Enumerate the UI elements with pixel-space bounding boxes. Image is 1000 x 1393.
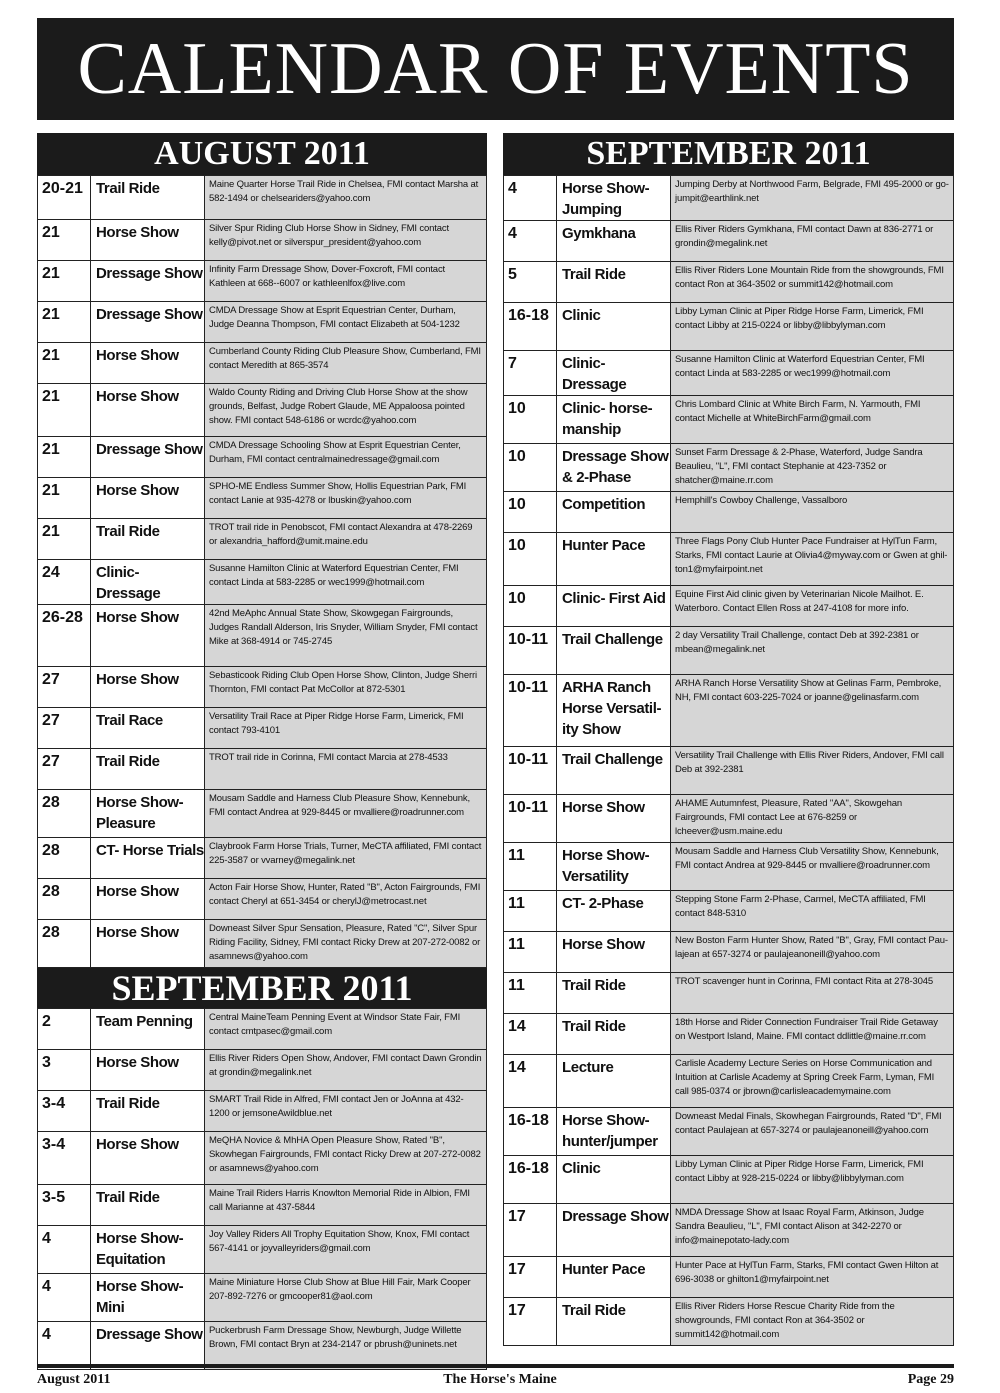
event-row — [504, 1055, 954, 1108]
event-type: Horse Show — [91, 1132, 205, 1185]
event-type: Horse Show- Pleasure — [91, 790, 205, 838]
event-details: Cumberland County Riding Club Pleasure Show, Cumberland, FMI contact Meredith at 865-3574 — [205, 343, 487, 384]
event-row — [38, 879, 487, 920]
august-heading: AUGUST 2011 — [37, 133, 487, 175]
event-type: Dressage Show — [91, 1322, 205, 1370]
event-row — [38, 478, 487, 519]
event-details: SPHO-ME Endless Summer Show, Hollis Equestrian Park, FMI contact Lanie at 935-4278 or lbuskin@yahoo.com — [205, 478, 487, 519]
event-details: MeQHA Novice & MhHA Open Pleasure Show, Rated "B", Skowhegan Fairgrounds, FMI contact Ricky Drew at 207-272-0082 or asamnews@yahoo.com — [205, 1132, 487, 1185]
event-row — [504, 1108, 954, 1156]
event-row — [504, 444, 954, 492]
event-type: Dressage Show & 2-Phase — [557, 444, 671, 492]
event-date: 20-21 — [38, 176, 91, 220]
event-row — [38, 560, 487, 605]
event-details: Chris Lombard Clinic at White Birch Farm, N. Yarmouth, FMI contact Michelle at WhiteBirchFarm@gmail.com — [671, 396, 954, 444]
event-date: 17 — [504, 1204, 557, 1257]
event-type: Clinic — [557, 303, 671, 351]
event-row — [38, 605, 487, 667]
event-row — [504, 586, 954, 627]
event-details: Mousam Saddle and Harness Club Pleasure Show, Kennebunk, FMI contact Andrea at 929-8445 or mvalliere@roadrunner.com — [205, 790, 487, 838]
event-type: Trail Ride — [557, 1014, 671, 1055]
event-date: 11 — [504, 891, 557, 932]
event-type: Horse Show- Equitation — [91, 1226, 205, 1274]
event-date: 4 — [504, 221, 557, 262]
event-details: NMDA Dressage Show at Isaac Royal Farm, Atkinson, Judge Sandra Beaulieu, "L", FMI contact Alison at 342-2270 or info@mainepotato-lady.com — [671, 1204, 954, 1257]
event-date: 7 — [504, 351, 557, 396]
event-date: 3-4 — [38, 1132, 91, 1185]
event-date: 21 — [38, 220, 91, 261]
event-row — [504, 1298, 954, 1346]
event-date: 10-11 — [504, 795, 557, 843]
event-row — [504, 932, 954, 973]
event-row — [504, 492, 954, 533]
event-row — [38, 667, 487, 708]
event-type: Trail Ride — [91, 519, 205, 560]
event-type: Horse Show- hunter/jumper — [557, 1108, 671, 1156]
event-date: 10 — [504, 492, 557, 533]
event-type: Horse Show — [91, 220, 205, 261]
event-details: Ellis River Riders Horse Rescue Charity Ride from the showgrounds, FMI contact Ron at 364-3502 or summit142@hotmail.com — [671, 1298, 954, 1346]
event-row — [38, 838, 487, 879]
event-type: Horse Show — [91, 384, 205, 437]
event-date: 27 — [38, 667, 91, 708]
event-type: Clinic — [557, 1156, 671, 1204]
event-type: Horse Show — [91, 478, 205, 519]
event-row — [504, 675, 954, 747]
event-date: 4 — [504, 176, 557, 221]
event-date: 26-28 — [38, 605, 91, 667]
event-date: 27 — [38, 708, 91, 749]
event-row — [38, 1226, 487, 1274]
event-date: 21 — [38, 261, 91, 302]
event-row — [504, 303, 954, 351]
event-type: Dressage Show — [91, 302, 205, 343]
event-details: 18th Horse and Rider Connection Fundraiser Trail Ride Getaway on Westport Island, Maine. FMI contact ddlittle@maine.rr.com — [671, 1014, 954, 1055]
event-details: Hemphill's Cowboy Challenge, Vassalboro — [671, 492, 954, 533]
event-row — [504, 891, 954, 932]
event-row — [38, 176, 487, 220]
event-details: Mousam Saddle and Harness Club Versatility Show, Kennebunk, FMI contact Andrea at 929-8445 or mvalliere@roadrunner.com — [671, 843, 954, 891]
event-row — [504, 1257, 954, 1298]
event-date: 2 — [38, 1009, 91, 1050]
event-type: Trail Ride — [91, 749, 205, 790]
event-details: Versatility Trail Race at Piper Ridge Horse Farm, Limerick, FMI contact 793-4101 — [205, 708, 487, 749]
event-type: Horse Show — [91, 1050, 205, 1091]
event-row — [38, 437, 487, 478]
event-date: 17 — [504, 1298, 557, 1346]
event-details: Puckerbrush Farm Dressage Show, Newburgh, Judge Willette Brown, FMI contact Bryn at 234-2147 or pbrush@uninets.net — [205, 1322, 487, 1370]
event-date: 28 — [38, 790, 91, 838]
event-date: 27 — [38, 749, 91, 790]
event-row — [38, 749, 487, 790]
event-date: 17 — [504, 1257, 557, 1298]
event-date: 4 — [38, 1322, 91, 1370]
event-date: 4 — [38, 1226, 91, 1274]
event-type: Trail Ride — [557, 973, 671, 1014]
event-date: 3 — [38, 1050, 91, 1091]
event-date: 28 — [38, 879, 91, 920]
event-type: Trail Race — [91, 708, 205, 749]
event-details: TROT trail ride in Corinna, FMI contact Marcia at 278-4533 — [205, 749, 487, 790]
event-row — [38, 384, 487, 437]
event-details: SMART Trail Ride in Alfred, FMI contact Jen or JoAnna at 432-1200 or jemsoneAwildblue.net — [205, 1091, 487, 1132]
footer-publication: The Horse's Maine — [443, 1372, 557, 1387]
event-type: Clinic- horse-manship — [557, 396, 671, 444]
event-row — [504, 533, 954, 586]
event-row — [38, 1091, 487, 1132]
event-details: Sunset Farm Dressage & 2-Phase, Waterford, Judge Sandra Beaulieu, "L", FMI contact Stephanie at 423-7352 or shatcher@maine.rr.com — [671, 444, 954, 492]
september-heading-left: SEPTEMBER 2011 — [37, 968, 487, 1008]
event-row — [504, 351, 954, 396]
event-date: 16-18 — [504, 1108, 557, 1156]
event-row — [504, 1204, 954, 1257]
september-events-table-right — [503, 175, 954, 1346]
event-details: Downeast Silver Spur Sensation, Pleasure, Rated "C", Silver Spur Riding Facility, Sidney, FMI contact Ricky Drew at 207-272-0082 or asamnews@yahoo.com — [205, 920, 487, 968]
event-details: Sebasticook Riding Club Open Horse Show, Clinton, Judge Sherri Thornton, FMI contact Pat McCollor at 872-5301 — [205, 667, 487, 708]
event-date: 24 — [38, 560, 91, 605]
event-date: 21 — [38, 519, 91, 560]
event-details: Infinity Farm Dressage Show, Dover-Foxcroft, FMI contact Kathleen at 668--6007 or kathleenlfox@live.com — [205, 261, 487, 302]
event-details: 42nd MeAphc Annual State Show, Skowgegan Fairgrounds, Judges Randall Alderson, Iris Snyder, William Snyder, FMI contact Mike at 368-4914 or 745-2745 — [205, 605, 487, 667]
event-type: CT- 2-Phase — [557, 891, 671, 932]
event-row — [504, 973, 954, 1014]
event-details: Equine First Aid clinic given by Veterinarian Nicole Mailhot. E. Waterboro. Contact Ellen Ross at 247-4108 for more info. — [671, 586, 954, 627]
event-details: Silver Spur Riding Club Horse Show in Sidney, FMI contact kelly@pivot.net or silverspur_president@yahoo.com — [205, 220, 487, 261]
event-type: Clinic- Dressage — [91, 560, 205, 605]
event-row — [504, 262, 954, 303]
event-date: 16-18 — [504, 303, 557, 351]
event-details: Three Flags Pony Club Hunter Pace Fundraiser at HylTun Farm, Starks, FMI contact Laurie at Olivia4@myway.com or Gwen at ghil-ton1@myfairpoint.net — [671, 533, 954, 586]
left-column — [37, 133, 487, 1370]
event-row — [504, 396, 954, 444]
august-events-table — [37, 175, 487, 968]
event-details: Carlisle Academy Lecture Series on Horse Communication and Intuition at Carlisle Academy at Spring Creek Farm, Lyman, FMI call 985-0374 or jbrown@carlisleacademymaine.com — [671, 1055, 954, 1108]
event-type: Dressage Show — [91, 261, 205, 302]
event-type: Trail Ride — [557, 262, 671, 303]
event-details: Claybrook Farm Horse Trials, Turner, MeCTA affiliated, FMI contact 225-3587 or vvarney@megalink.net — [205, 838, 487, 879]
event-row — [504, 843, 954, 891]
event-type: Horse Show — [91, 343, 205, 384]
event-date: 21 — [38, 302, 91, 343]
event-details: New Boston Farm Hunter Show, Rated "B", Gray, FMI contact Pau-lajean at 657-3274 or paulajeanoneill@yahoo.com — [671, 932, 954, 973]
event-details: Ellis River Riders Lone Mountain Ride from the showgrounds, FMI contact Ron at 364-3502 or summit142@hotmail.com — [671, 262, 954, 303]
event-row — [504, 627, 954, 675]
event-row — [38, 1322, 487, 1370]
event-row — [38, 1185, 487, 1226]
event-date: 21 — [38, 478, 91, 519]
event-details: Versatility Trail Challenge with Ellis River Riders, Andover, FMI call Deb at 392-2381 — [671, 747, 954, 795]
event-details: Central MaineTeam Penning Event at Windsor State Fair, FMI contact cmtpasec@gmail.com — [205, 1009, 487, 1050]
september-events-table-left — [37, 1008, 487, 1370]
page-title: CALENDAR OF EVENTS — [37, 18, 954, 120]
event-details: TROT scavenger hunt in Corinna, FMI contact Rita at 278-3045 — [671, 973, 954, 1014]
event-details: Ellis River Riders Gymkhana, FMI contact Dawn at 836-2771 or grondin@megalink.net — [671, 221, 954, 262]
event-date: 16-18 — [504, 1156, 557, 1204]
event-type: Trail Challenge — [557, 627, 671, 675]
event-date: 10 — [504, 533, 557, 586]
event-type: Hunter Pace — [557, 533, 671, 586]
event-details: Acton Fair Horse Show, Hunter, Rated "B", Acton Fairgrounds, FMI contact Cheryl at 651-3454 or cherylJ@metrocast.net — [205, 879, 487, 920]
event-row — [38, 261, 487, 302]
event-details: CMDA Dressage Schooling Show at Esprit Equestrian Center, Durham, FMI contact centralmainedressage@gmail.com — [205, 437, 487, 478]
event-details: Maine Trail Riders Harris Knowlton Memorial Ride in Albion, FMI call Marianne at 437-5844 — [205, 1185, 487, 1226]
event-type: Trail Ride — [91, 1185, 205, 1226]
event-details: AHAME Autumnfest, Pleasure, Rated "AA", Skowgehan Fairgrounds, FMI contact Lee at 676-8259 or lcheever@usm.maine.edu — [671, 795, 954, 843]
event-date: 14 — [504, 1055, 557, 1108]
event-row — [38, 1274, 487, 1322]
event-date: 10-11 — [504, 747, 557, 795]
event-details: Maine Miniature Horse Club Show at Blue Hill Fair, Mark Cooper 207-892-7276 or gmcooper81@aol.com — [205, 1274, 487, 1322]
event-row — [38, 519, 487, 560]
event-type: Trail Challenge — [557, 747, 671, 795]
event-type: Horse Show — [91, 667, 205, 708]
event-date: 28 — [38, 920, 91, 968]
event-date: 10 — [504, 444, 557, 492]
event-row — [504, 176, 954, 221]
event-type: Horse Show- Versatility — [557, 843, 671, 891]
event-type: Trail Ride — [557, 1298, 671, 1346]
event-row — [38, 1132, 487, 1185]
event-type: Competition — [557, 492, 671, 533]
event-type: Clinic- First Aid — [557, 586, 671, 627]
september-heading-right: SEPTEMBER 2011 — [503, 133, 954, 175]
event-row — [38, 920, 487, 968]
event-details: Susanne Hamilton Clinic at Waterford Equestrian Center, FMI contact Linda at 583-2285 or wec1999@hotmail.com — [671, 351, 954, 396]
event-details: Ellis River Riders Open Show, Andover, FMI contact Dawn Grondin at grondin@megalink.net — [205, 1050, 487, 1091]
event-date: 21 — [38, 343, 91, 384]
event-type: Trail Ride — [91, 1091, 205, 1132]
event-row — [38, 1009, 487, 1050]
event-details: Joy Valley Riders All Trophy Equitation Show, Knox, FMI contact 567-4141 or joyvalleyriders@gmail.com — [205, 1226, 487, 1274]
event-type: Horse Show — [557, 932, 671, 973]
event-row — [38, 1050, 487, 1091]
event-type: Horse Show- Mini — [91, 1274, 205, 1322]
event-row — [38, 302, 487, 343]
event-row — [38, 790, 487, 838]
event-type: Horse Show — [557, 795, 671, 843]
event-type: ARHA Ranch Horse Versatil-ity Show — [557, 675, 671, 747]
event-type: Gymkhana — [557, 221, 671, 262]
event-date: 10-11 — [504, 627, 557, 675]
event-details: Maine Quarter Horse Trail Ride in Chelsea, FMI contact Marsha at 582-1494 or chelseariders@yahoo.com — [205, 176, 487, 220]
event-date: 21 — [38, 437, 91, 478]
event-type: Hunter Pace — [557, 1257, 671, 1298]
event-date: 28 — [38, 838, 91, 879]
event-row — [504, 1014, 954, 1055]
event-date: 10 — [504, 586, 557, 627]
event-type: Dressage Show — [557, 1204, 671, 1257]
event-date: 11 — [504, 843, 557, 891]
footer-page-number: Page 29 — [907, 1372, 954, 1387]
event-date: 10 — [504, 396, 557, 444]
event-date: 3-4 — [38, 1091, 91, 1132]
event-row — [504, 221, 954, 262]
event-date: 11 — [504, 932, 557, 973]
footer-rule — [37, 1364, 954, 1368]
event-type: CT- Horse Trials — [91, 838, 205, 879]
event-details: Libby Lyman Clinic at Piper Ridge Horse Farm, Limerick, FMI contact Libby at 215-0224 or libby@libbylyman.com — [671, 303, 954, 351]
event-details: CMDA Dressage Show at Esprit Equestrian Center, Durham, Judge Deanna Thompson, FMI contact Elizabeth at 504-1232 — [205, 302, 487, 343]
event-date: 5 — [504, 262, 557, 303]
event-type: Horse Show — [91, 879, 205, 920]
event-details: TROT trail ride in Penobscot, FMI contact Alexandra at 478-2269 or alexandria_hafford@umit.maine.edu — [205, 519, 487, 560]
event-date: 11 — [504, 973, 557, 1014]
event-date: 3-5 — [38, 1185, 91, 1226]
event-row — [38, 220, 487, 261]
event-type: Horse Show — [91, 920, 205, 968]
event-type: Horse Show- Jumping — [557, 176, 671, 221]
event-type: Clinic- Dressage — [557, 351, 671, 396]
event-details: Libby Lyman Clinic at Piper Ridge Horse Farm, Limerick, FMI contact Libby at 928-215-0224 or libby@libbylyman.com — [671, 1156, 954, 1204]
event-date: 21 — [38, 384, 91, 437]
event-details: Downeast Medal Finals, Skowhegan Fairgrounds, Rated "D", FMI contact Paulajean at 657-3274 or paulajeanoneill@yahoo.com — [671, 1108, 954, 1156]
event-type: Horse Show — [91, 605, 205, 667]
event-type: Trail Ride — [91, 176, 205, 220]
event-row — [504, 795, 954, 843]
event-details: Susanne Hamilton Clinic at Waterford Equestrian Center, FMI contact Linda at 583-2285 or wec1999@hotmail.com — [205, 560, 487, 605]
event-details: ARHA Ranch Horse Versatility Show at Gelinas Farm, Pembroke, NH, FMI contact 603-225-7024 or joanne@gelinasfarm.com — [671, 675, 954, 747]
event-type: Dressage Show — [91, 437, 205, 478]
event-row — [504, 747, 954, 795]
event-details: 2 day Versatility Trail Challenge, contact Deb at 392-2381 or mbean@megalink.net — [671, 627, 954, 675]
event-date: 14 — [504, 1014, 557, 1055]
right-column — [503, 133, 954, 1346]
event-details: Waldo County Riding and Driving Club Horse Show at the show grounds, Belfast, Judge Robert Glaude, ME Appaloosa pointed show. FMI contact 548-6186 or wcrdc@yahoo.com — [205, 384, 487, 437]
event-type: Lecture — [557, 1055, 671, 1108]
event-details: Jumping Derby at Northwood Farm, Belgrade, FMI 495-2000 or go-jumpit@earthlink.net — [671, 176, 954, 221]
event-row — [504, 1156, 954, 1204]
event-row — [38, 708, 487, 749]
event-details: Hunter Pace at HylTun Farm, Starks, FMI contact Gwen Hilton at 696-3038 or ghilton1@myfairpoint.net — [671, 1257, 954, 1298]
event-details: Stepping Stone Farm 2-Phase, Carmel, MeCTA affiliated, FMI contact 848-5310 — [671, 891, 954, 932]
event-date: 4 — [38, 1274, 91, 1322]
event-type: Team Penning — [91, 1009, 205, 1050]
event-row — [38, 343, 487, 384]
footer-date: August 2011 — [37, 1372, 111, 1387]
event-date: 10-11 — [504, 675, 557, 747]
